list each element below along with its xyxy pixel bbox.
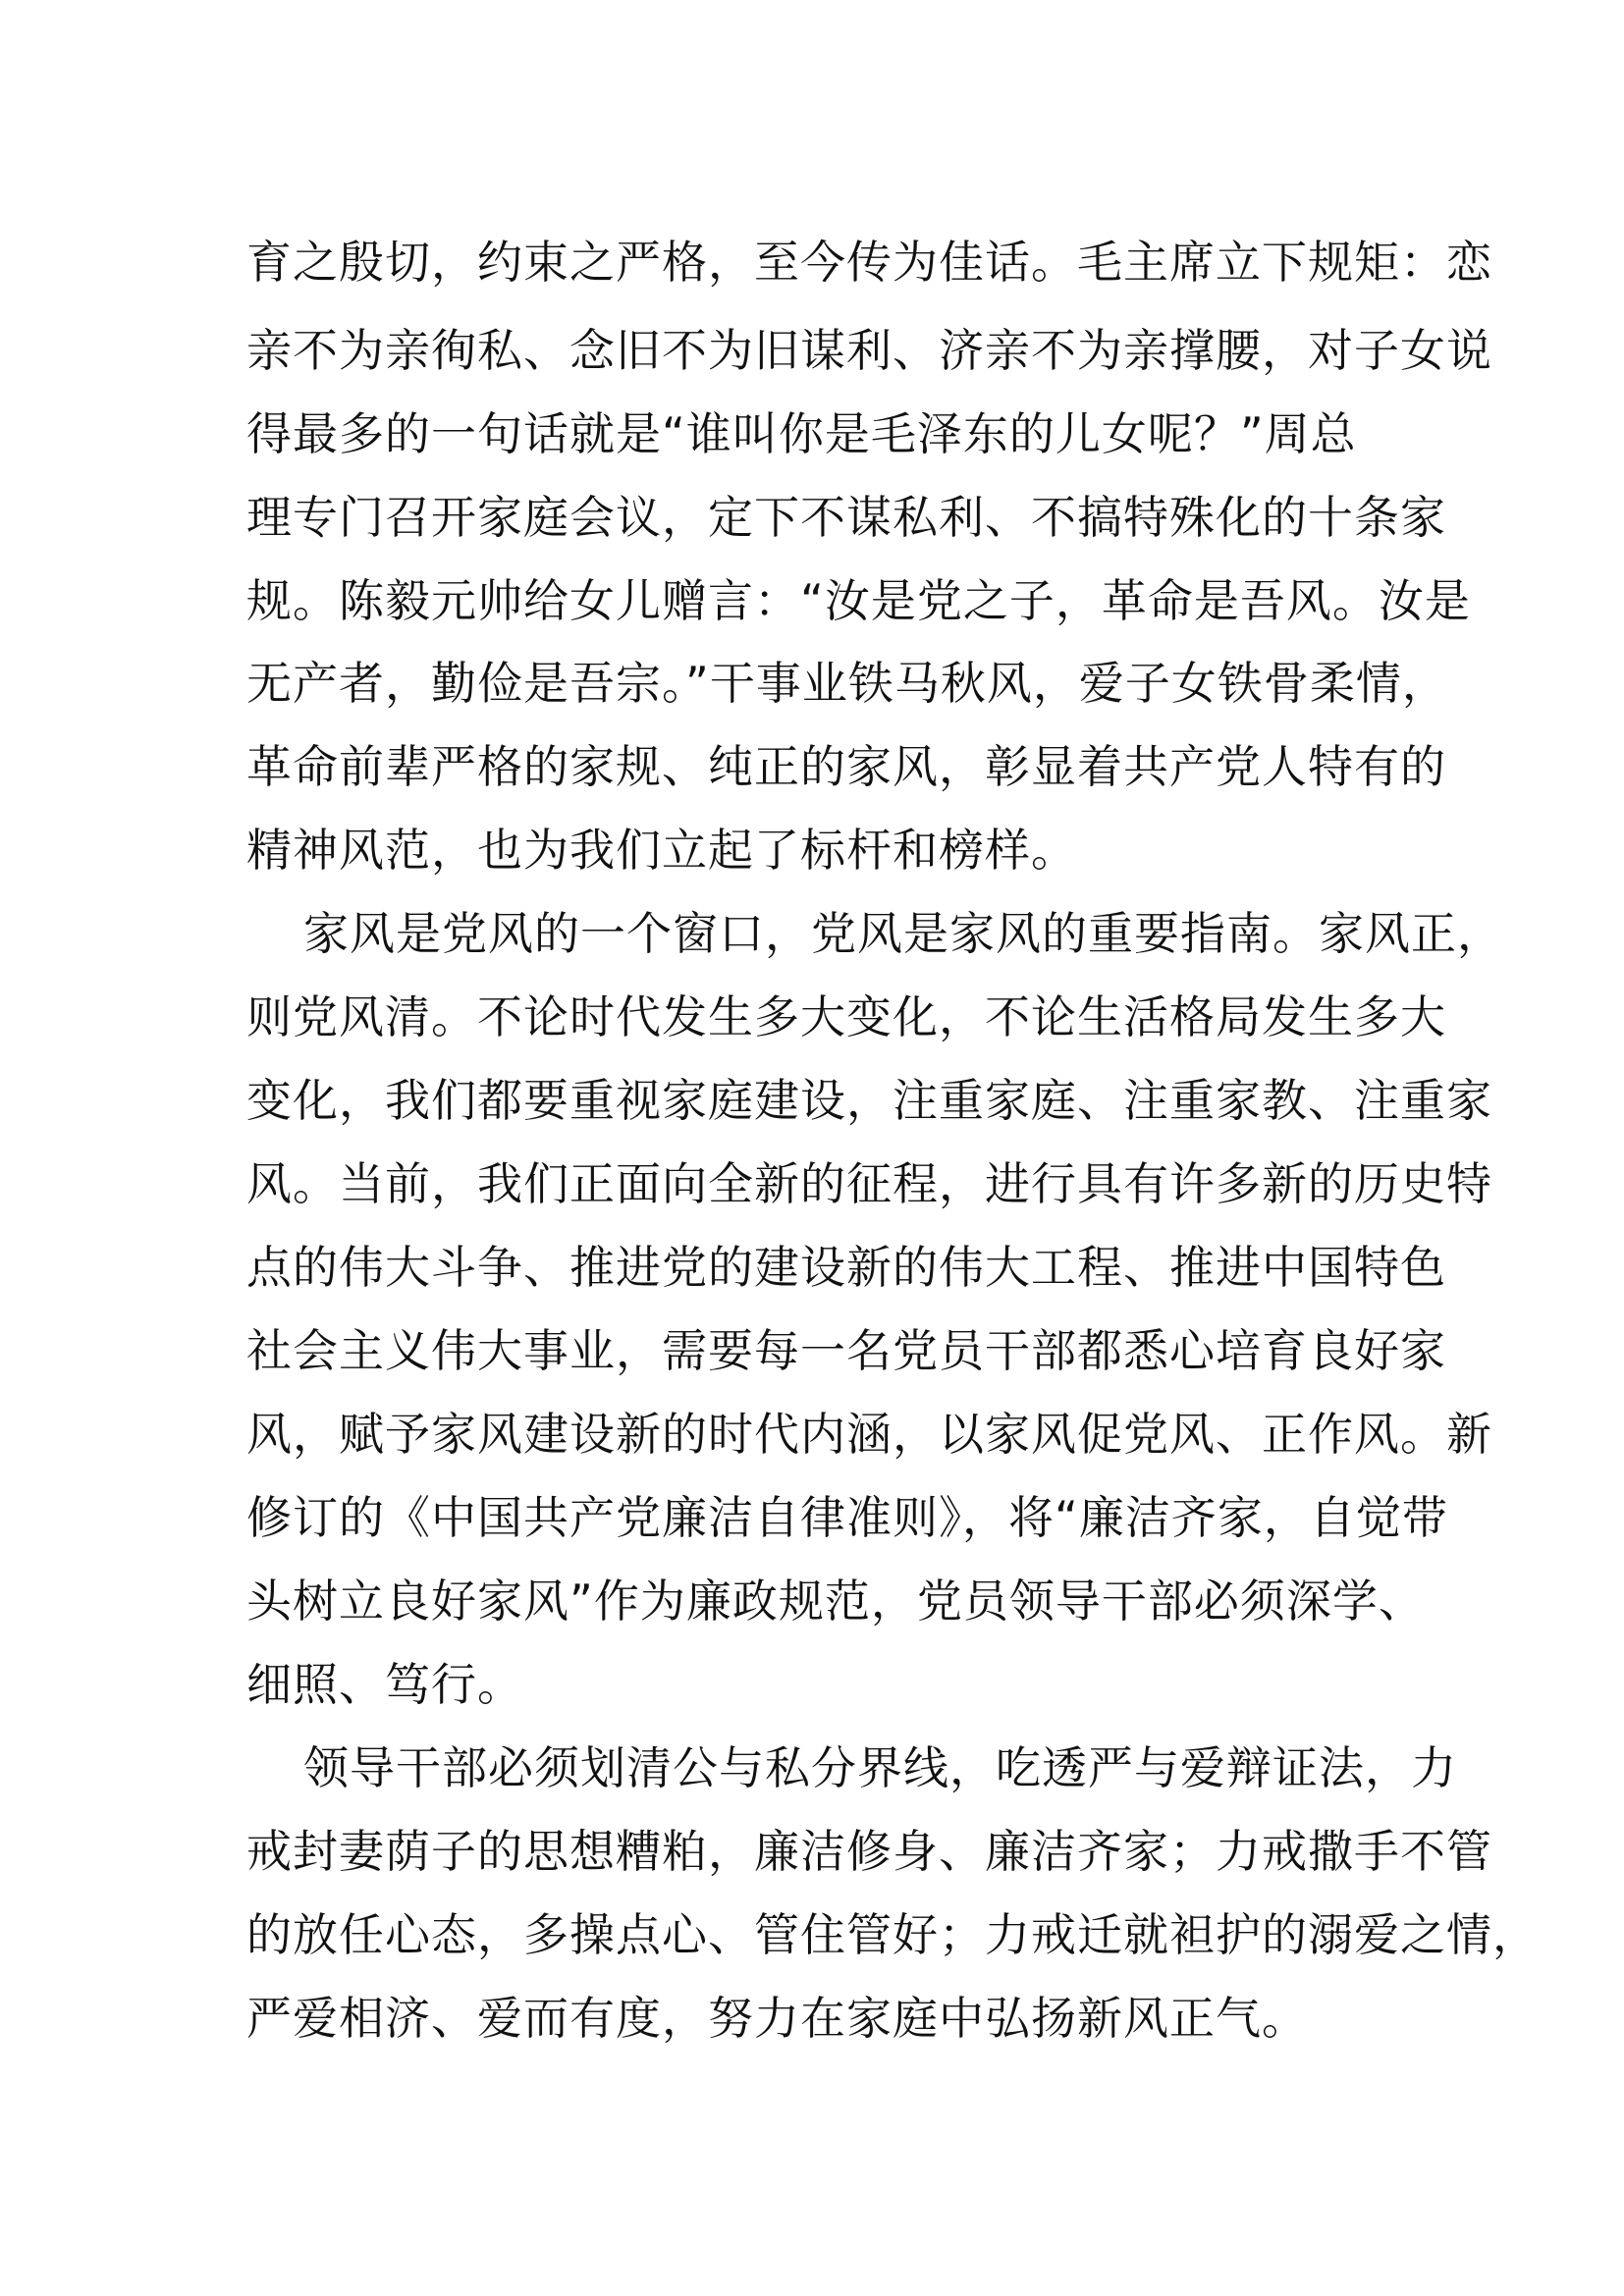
text-line: 戒封妻荫子的思想糟粕，廉洁修身、廉洁齐家；力戒撒手不管	[246, 1825, 1492, 1878]
text-line: 规。陈毅元帅给女儿赠言：“汝是党之子，革命是吾风。汝是	[246, 574, 1471, 627]
text-line: 育之殷切，约束之严格，至今传为佳话。毛主席立下规矩：恋	[246, 236, 1492, 289]
text-line: 的放任心态，多操点心、管住管好；力戒迁就袒护的溺爱之情，	[246, 1908, 1539, 1961]
text-line: 变化，我们都要重视家庭建设，注重家庭、注重家教、注重家	[246, 1074, 1492, 1127]
text-line: 严爱相济、爱而有度，努力在家庭中弘扬新风正气。	[246, 1992, 1308, 2045]
text-line: 理专门召开家庭会议，定下不谋私利、不搞特殊化的十条家	[246, 491, 1446, 544]
text-line: 则党风清。不论时代发生多大变化，不论生活格局发生多大	[246, 990, 1446, 1043]
paragraph-first-line: 家风是党风的一个窗口，党风是家风的重要指南。家风正，	[303, 907, 1503, 960]
text-line: 精神风范，也为我们立起了标杆和榜样。	[246, 824, 1077, 877]
text-line: 修订的《中国共产党廉洁自律准则》，将“廉洁齐家，自觉带	[246, 1491, 1448, 1544]
text-line: 社会主义伟大事业，需要每一名党员干部都悉心培育良好家	[246, 1324, 1446, 1377]
text-line: 头树立良好家风”作为廉政规范，党员领导干部必须深学、	[246, 1575, 1425, 1628]
paragraph-first-line: 领导干部必须划清公与私分界线，吃透严与爱辩证法，力	[303, 1741, 1457, 1794]
text-line: 得最多的一句话就是“谁叫你是毛泽东的儿女呢？”周总	[246, 407, 1357, 460]
text-line: 风，赋予家风建设新的时代内涵，以家风促党风、正作风。新	[246, 1408, 1492, 1461]
text-line: 点的伟大斗争、推进党的建设新的伟大工程、推进中国特色	[246, 1241, 1446, 1294]
text-line: 亲不为亲徇私、念旧不为旧谋利、济亲不为亲撑腰，对子女说	[246, 324, 1492, 377]
text-line: 无产者，勤俭是吾宗。”干事业铁马秋风，爱子女铁骨柔情，	[246, 657, 1448, 710]
text-line: 风。当前，我们正面向全新的征程，进行具有许多新的历史特	[246, 1157, 1492, 1210]
text-line: 细照、笃行。	[246, 1658, 523, 1711]
text-line: 革命前辈严格的家规、纯正的家风，彰显着共产党人特有的	[246, 740, 1446, 793]
